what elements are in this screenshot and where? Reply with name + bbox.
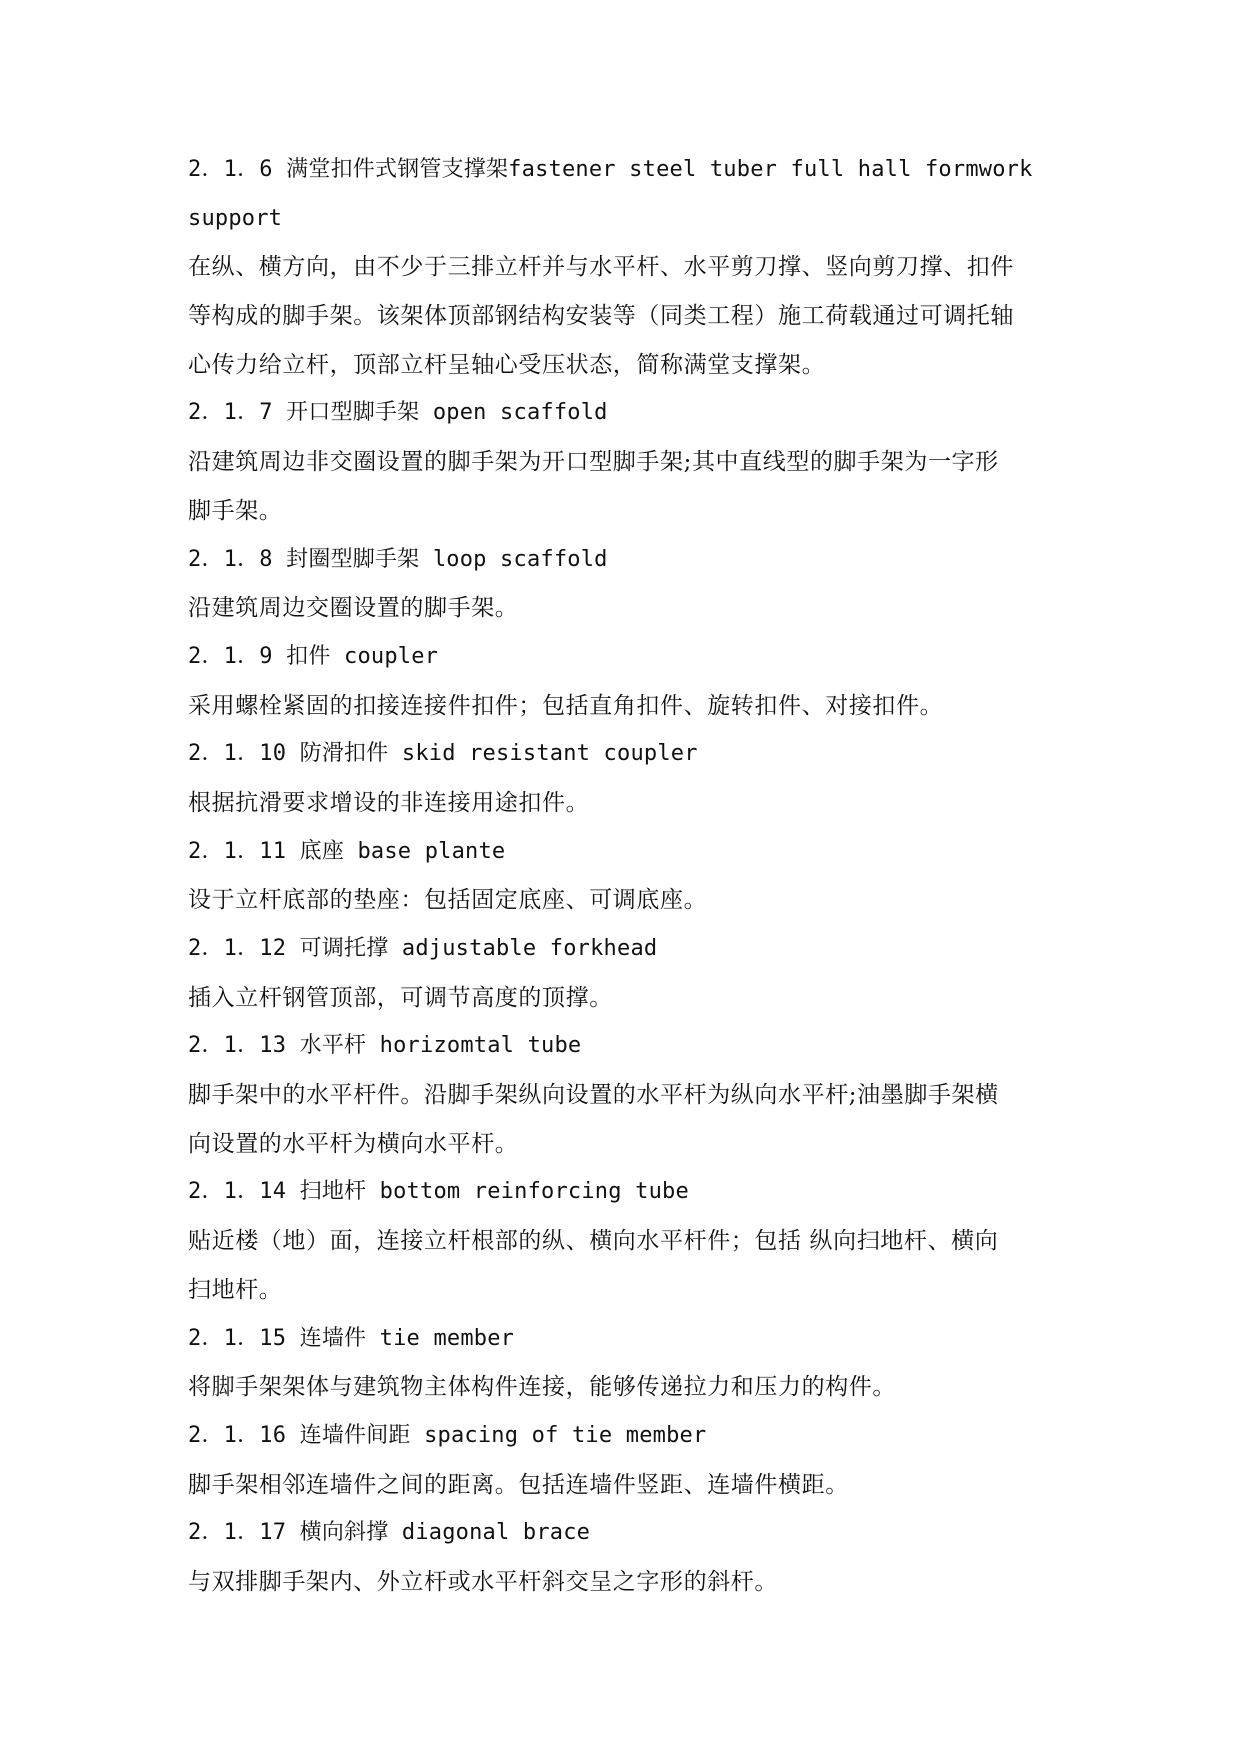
term-heading-2-1-11: 2．1．11 底座 base plante [188,838,506,864]
term-heading-2-1-16: 2．1．16 连墙件间距 spacing of tie member [188,1422,707,1448]
definition-line: 采用螺栓紧固的扣接连接件扣件；包括直角扣件、旋转扣件、对接扣件。 [188,692,944,719]
definition-line: 根据抗滑要求增设的非连接用途扣件。 [188,789,590,816]
definition-line: 设于立杆底部的垫座：包括固定底座、可调底座。 [188,887,708,914]
definition-line: 与双排脚手架内、外立杆或水平杆斜交呈之字形的斜杆。 [188,1568,778,1595]
term-heading-2-1-7: 2．1．7 开口型脚手架 open scaffold [188,400,608,426]
definition-line: 心传力给立杆，顶部立杆呈轴心受压状态，简称满堂支撑架。 [188,351,826,378]
definition-line: 贴近楼（地）面，连接立杆根部的纵、横向水平杆件；包括 纵向扫地杆、横向 [188,1228,999,1255]
definition-line: 脚手架中的水平杆件。沿脚手架纵向设置的水平杆为纵向水平杆;油墨脚手架横 [188,1082,999,1109]
definition-line: 扫地杆。 [188,1276,283,1303]
definition-line: 将脚手架架体与建筑物主体构件连接，能够传递拉力和压力的构件。 [188,1374,896,1401]
term-heading-2-1-6-continued: support [188,205,283,231]
definition-line: 沿建筑周边交圈设置的脚手架。 [188,595,519,622]
term-heading-2-1-12: 2．1．12 可调托撑 adjustable forkhead [188,936,658,961]
term-heading-2-1-13: 2．1．13 水平杆 horizomtal tube [188,1033,582,1059]
term-heading-2-1-9: 2．1．9 扣件 coupler [188,643,439,669]
term-heading-2-1-17: 2．1．17 横向斜撑 diagonal brace [188,1520,591,1546]
definition-line: 在纵、横方向，由不少于三排立杆并与水平杆、水平剪刀撑、竖向剪刀撑、扣件 [188,254,1014,281]
term-heading-2-1-10: 2．1．10 防滑扣件 skid resistant coupler [188,741,698,767]
definition-line: 等构成的脚手架。该架体顶部钢结构安装等（同类工程）施工荷载通过可调托轴 [188,303,1014,330]
term-heading-2-1-8: 2．1．8 封圈型脚手架 loop scaffold [188,546,608,572]
definition-line: 脚手架相邻连墙件之间的距离。包括连墙件竖距、连墙件横距。 [188,1471,849,1498]
definition-line: 向设置的水平杆为横向水平杆。 [188,1130,519,1157]
definition-line: 插入立杆钢管顶部，可调节高度的顶撑。 [188,984,613,1011]
term-heading-2-1-14: 2．1．14 扫地杆 bottom reinforcing tube [188,1179,689,1205]
term-heading-2-1-15: 2．1．15 连墙件 tie member [188,1325,515,1351]
definition-line: 脚手架。 [188,497,283,524]
term-heading-2-1-6: 2．1．6 满堂扣件式钢管支撑架fastener steel tuber full hall formwork [188,157,1033,182]
definition-line: 沿建筑周边非交圈设置的脚手架为开口型脚手架;其中直线型的脚手架为一字形 [188,449,999,476]
document-body [188,146,1068,1607]
